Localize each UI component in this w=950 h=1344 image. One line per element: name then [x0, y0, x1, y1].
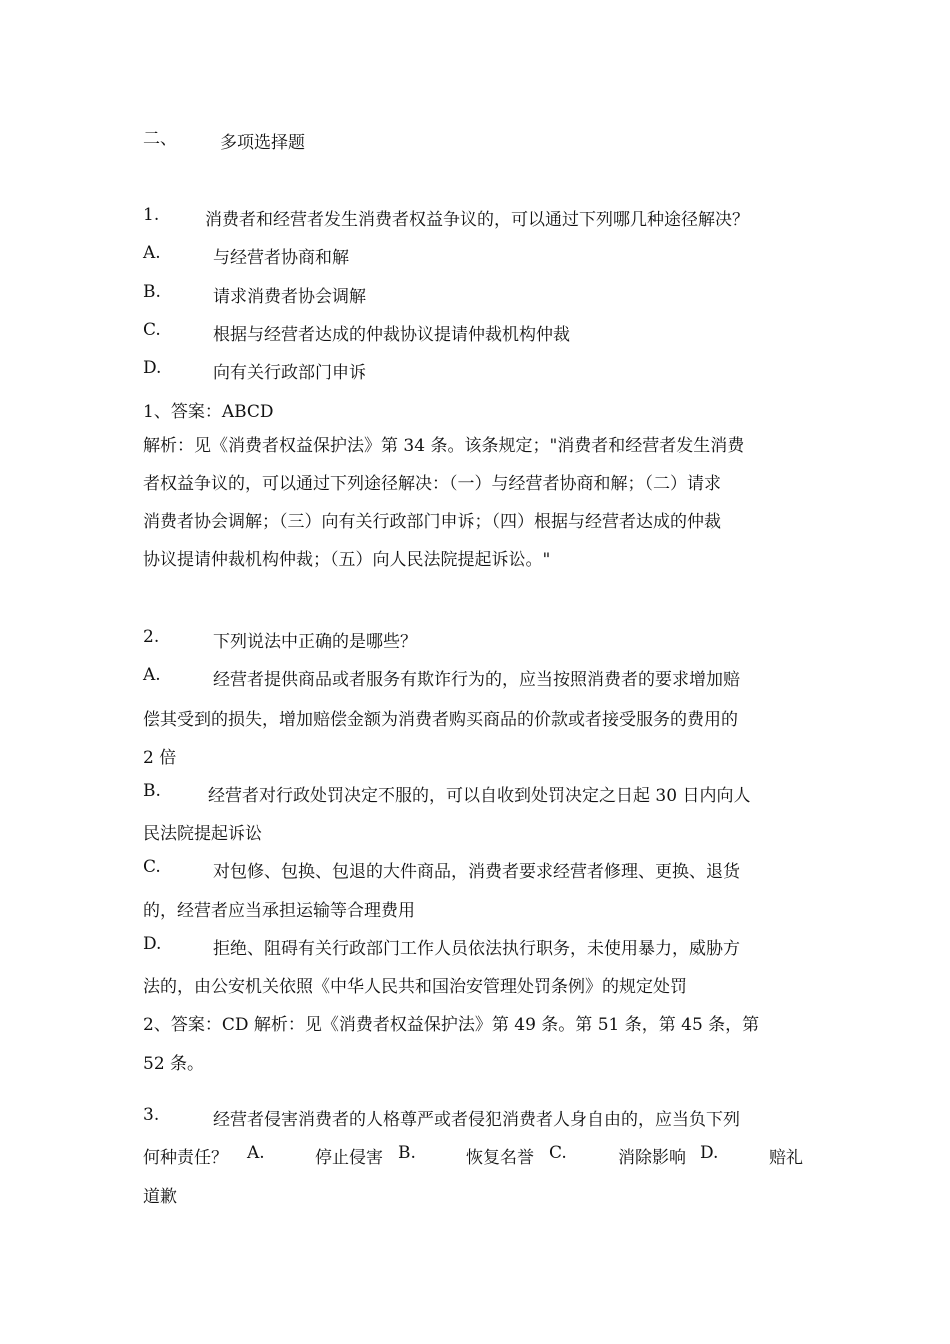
- q1-option-b-text: 请求消费者协会调解: [213, 287, 366, 307]
- q3-number: 3.: [143, 1105, 160, 1125]
- q1-number: 1.: [143, 205, 160, 225]
- q3-option-c-label: C.: [549, 1143, 567, 1163]
- q1-option-c-text: 根据与经营者达成的仲裁协议提请仲裁机构仲裁: [213, 325, 570, 345]
- q1-stem: 消费者和经营者发生消费者权益争议的，可以通过下列哪几种途径解决？: [205, 210, 749, 230]
- q2-answer: 2、答案：CD 解析：见《消费者权益保护法》第 49 条。第 51 条，第 45 条，第: [143, 1015, 760, 1035]
- section-heading: [143, 128, 177, 150]
- q1-option-d-label: D.: [143, 358, 162, 378]
- q3-stem-end: 道歉: [143, 1187, 177, 1207]
- q2-answer-continuation: 52 条。: [143, 1054, 205, 1074]
- q3-option-a-label: A.: [247, 1143, 265, 1163]
- q1-analysis-line: 协议提请仲裁机构仲裁；（五）向人民法院提起诉讼。": [143, 550, 551, 570]
- q1-option-b-label: B.: [143, 282, 161, 302]
- q2-option-d-label: D.: [143, 934, 162, 954]
- q1-option-c-label: C.: [143, 320, 161, 340]
- q1-analysis-line: 解析：见《消费者权益保护法》第 34 条。该条规定；"消费者和经营者发生消费: [143, 436, 745, 456]
- q3-stem-continuation: 何种责任？: [143, 1148, 228, 1168]
- q1-option-d-text: 向有关行政部门申诉: [213, 363, 366, 383]
- q2-option-c-continuation: 的，经营者应当承担运输等合理费用: [143, 901, 415, 921]
- q3-option-b-label: B.: [398, 1143, 416, 1163]
- q2-option-d-text: 拒绝、阻碍有关行政部门工作人员依法执行职务，未使用暴力，威胁方: [213, 939, 740, 959]
- q2-option-b-text: 经营者对行政处罚决定不服的，可以自收到处罚决定之日起 30 日内向人: [208, 786, 751, 806]
- q2-option-a-continuation: 2 倍: [143, 748, 177, 768]
- q2-option-d-continuation: 法的，由公安机关依照《中华人民共和国治安管理处罚条例》的规定处罚: [143, 977, 687, 997]
- q1-answer: 1、答案：ABCD: [143, 402, 274, 422]
- section-title: 多项选择题: [220, 133, 305, 153]
- q3-option-b-text: 恢复名誉: [466, 1148, 534, 1168]
- q3-option-a-text: 停止侵害: [315, 1148, 383, 1168]
- q1-analysis: [143, 427, 813, 579]
- q2-option-a-continuation: 偿其受到的损失，增加赔偿金额为消费者购买商品的价款或者接受服务的费用的: [143, 710, 738, 730]
- q3-option-c-text: 消除影响: [618, 1148, 686, 1168]
- q3-option-d-text: 赔礼: [769, 1148, 803, 1168]
- q1-analysis-line: 者权益争议的，可以通过下列途径解决：（一）与经营者协商和解；（二）请求: [143, 474, 721, 494]
- q3-option-d-label: D.: [700, 1143, 719, 1163]
- q2-option-a-label: A.: [143, 665, 161, 685]
- q2-option-c-text: 对包修、包换、包退的大件商品，消费者要求经营者修理、更换、退货: [213, 862, 740, 882]
- q1-analysis-line: 消费者协会调解；（三）向有关行政部门申诉；（四）根据与经营者达成的仲裁: [143, 512, 721, 532]
- q3-stem: 经营者侵害消费者的人格尊严或者侵犯消费者人身自由的，应当负下列: [213, 1110, 740, 1130]
- q2-stem: 下列说法中正确的是哪些？: [213, 632, 417, 652]
- q2-number: 2.: [143, 627, 160, 647]
- section-number: 二、: [143, 129, 177, 149]
- q2-option-a-text: 经营者提供商品或者服务有欺诈行为的，应当按照消费者的要求增加赔: [213, 670, 740, 690]
- q2-option-c-label: C.: [143, 857, 161, 877]
- q2-option-b-label: B.: [143, 781, 161, 801]
- q1-option-a-label: A.: [143, 243, 161, 263]
- q1-option-a-text: 与经营者协商和解: [213, 248, 349, 268]
- q2-option-b-continuation: 民法院提起诉讼: [143, 824, 262, 844]
